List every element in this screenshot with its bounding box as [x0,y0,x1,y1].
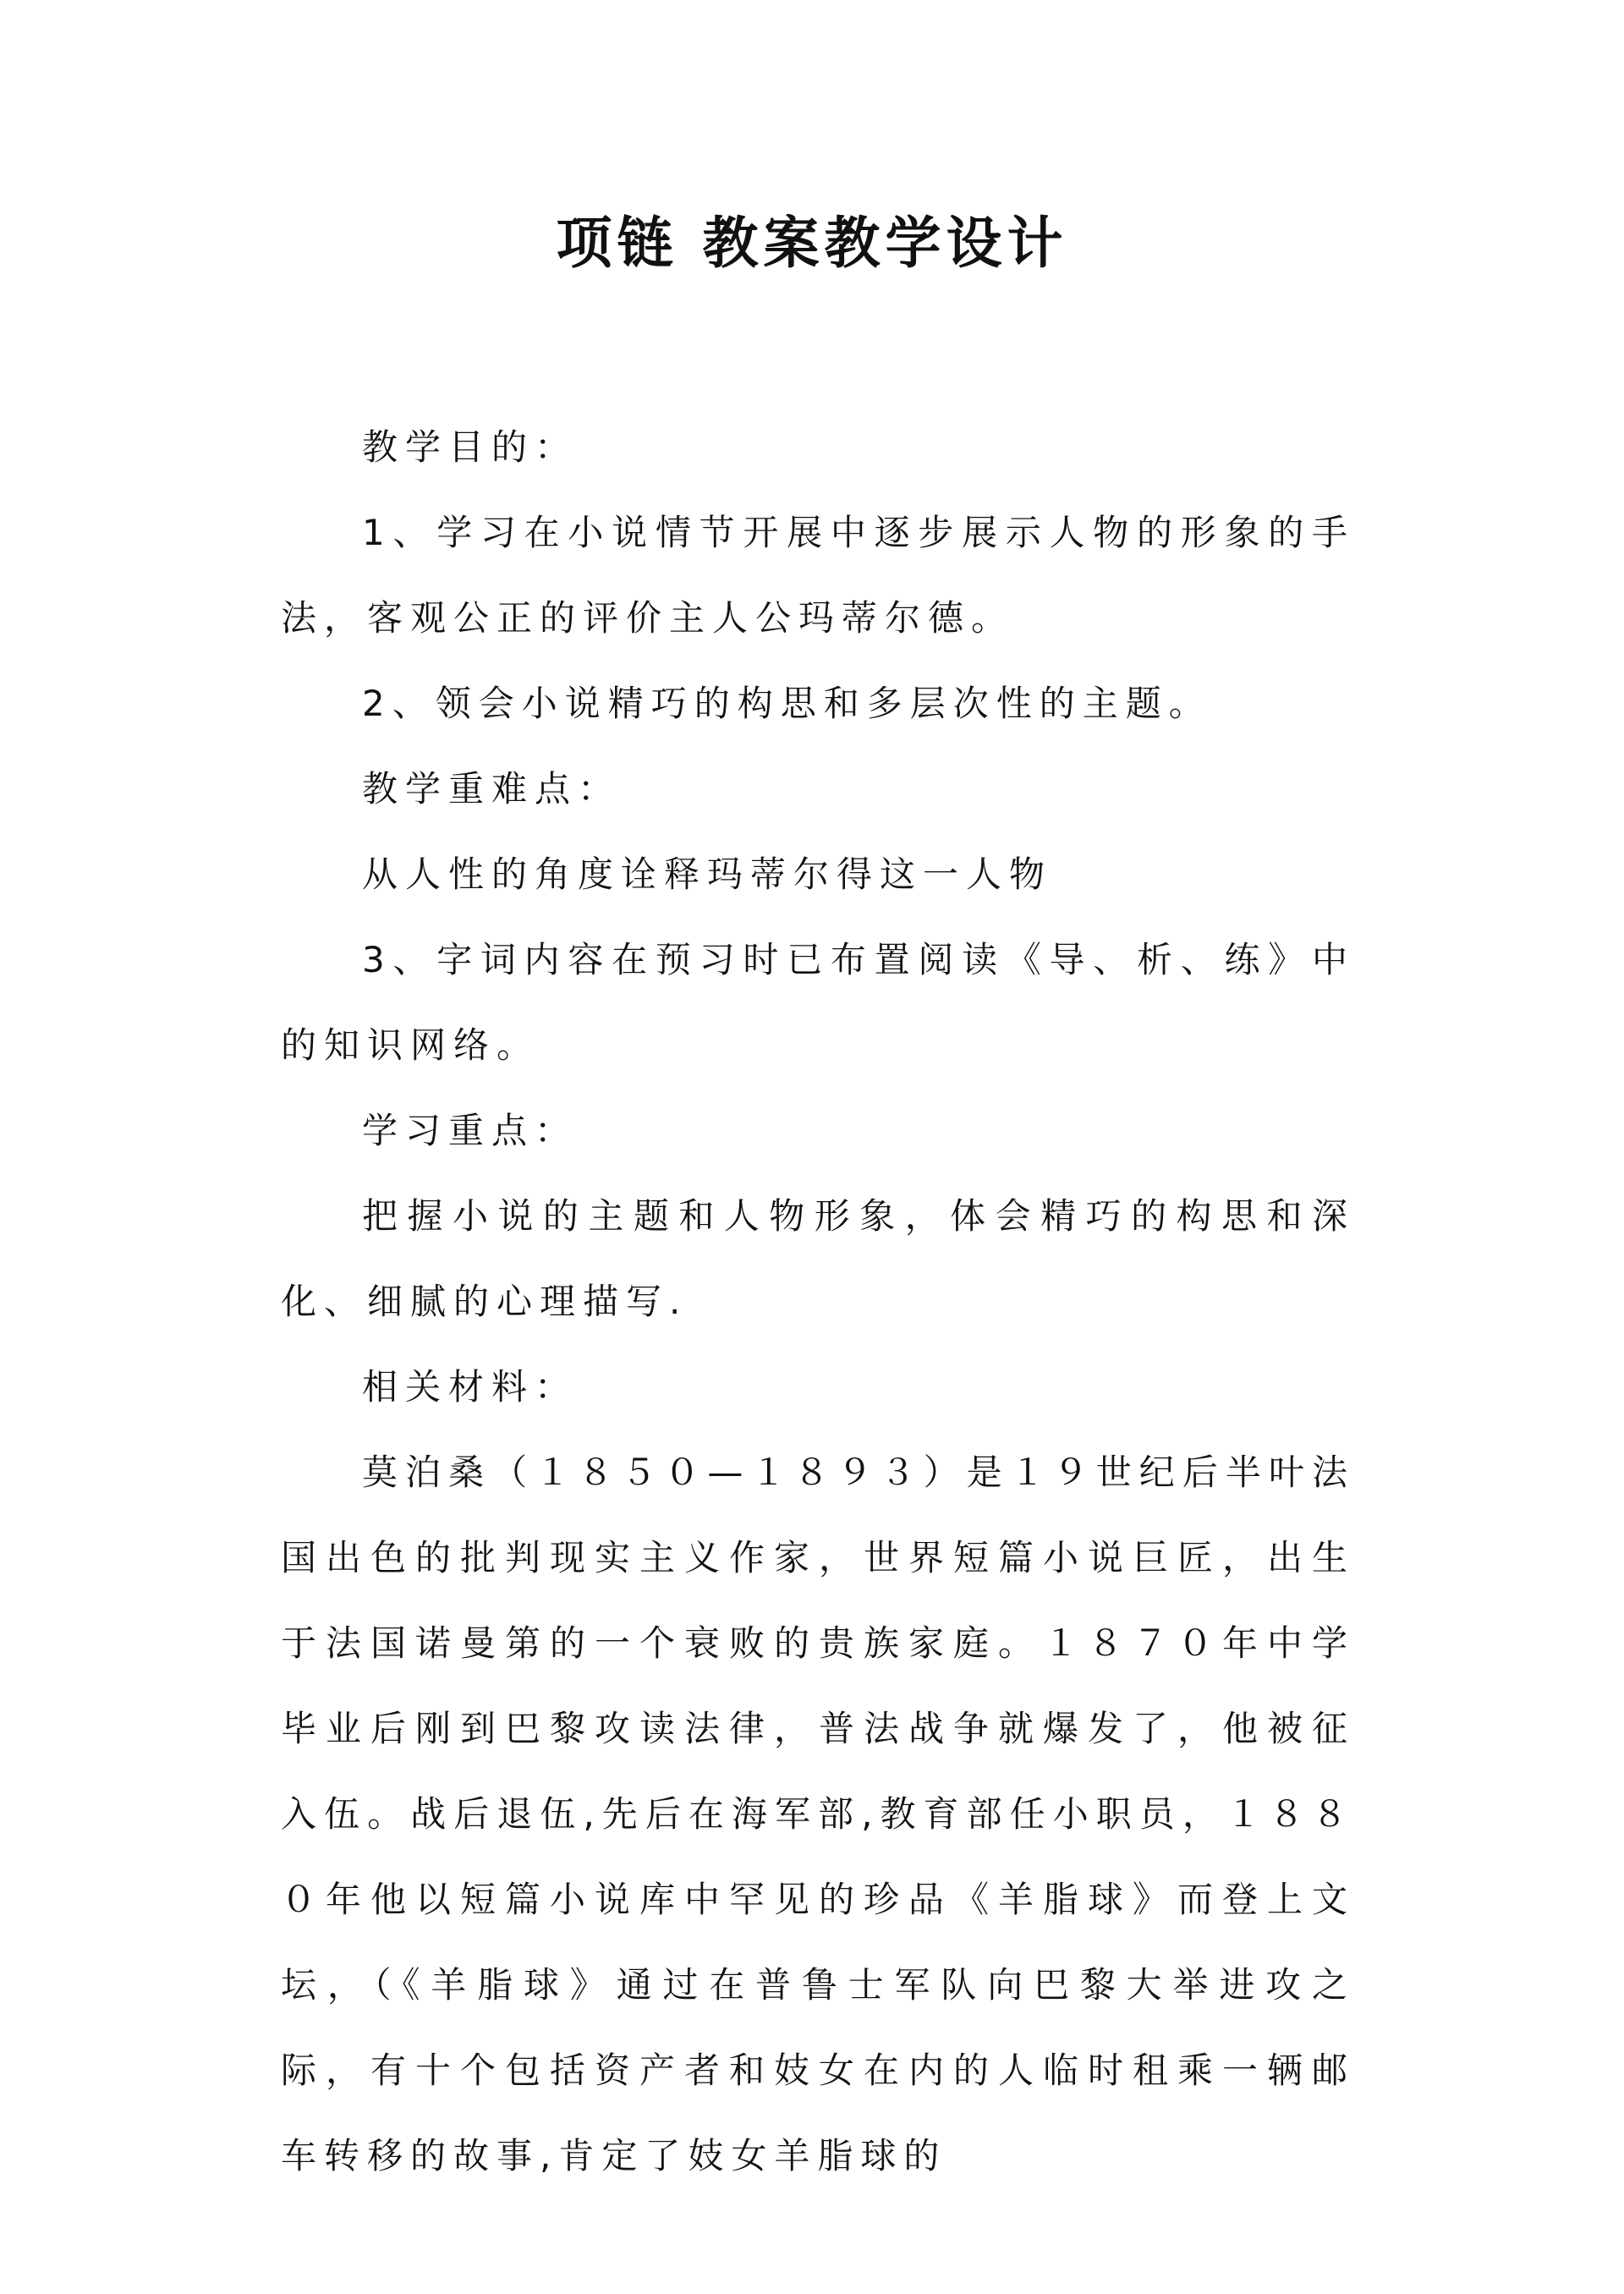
document-title: 项链 教案教学设计 [556,211,1068,276]
paragraph-key-difficulty: 从人性的角度诠释玛蒂尔得这一人物 [362,853,1053,895]
paragraph-key-difficulties-heading: 教学重难点： [362,768,622,809]
paragraph-objective-1: 1、学习在小说情节开展中逐步展示人物的形象的手法，客观公正的评价主人公玛蒂尔德。 [281,512,1355,639]
document-body [281,404,1355,2198]
paragraph-objective-2: 2、领会小说精巧的构思和多层次性的主题。 [362,683,1212,724]
paragraph-author-background: 莫泊桑（１８５０—１８９３）是１９世纪后半叶法国出色的批判现实主义作家，世界短篇小说巨匠，出生于法国诺曼第的一个衰败的贵族家庭。１８７０年中学毕业后刚到巴黎攻读法律，普法战争就爆发了，他被征入伍。战后退伍,先后在海军部,教育部任小职员，１８８０年他以短篇小说库中罕见的珍品《羊脂球》而登上文坛，（《羊脂球》通过在普鲁士军队向巴黎大举进攻之际，有十个包括资产者和妓女在内的人临时租乘一辆邮车转移的故事,肯定了妓女羊脂球的 [281,1452,1355,2176]
paragraph-teaching-objectives-heading: 教学目的： [362,426,579,468]
paragraph-learning-focus: 把握小说的主题和人物形象，体会精巧的构思和深化、细腻的心理描写. [281,1195,1355,1322]
paragraph-learning-focus-heading: 学习重点： [362,1110,579,1151]
paragraph-objective-3: 3、字词内容在预习时已布置阅读《导、析、练》中的知识网络。 [281,939,1355,1066]
paragraph-materials-heading: 相关材料： [362,1366,579,1408]
